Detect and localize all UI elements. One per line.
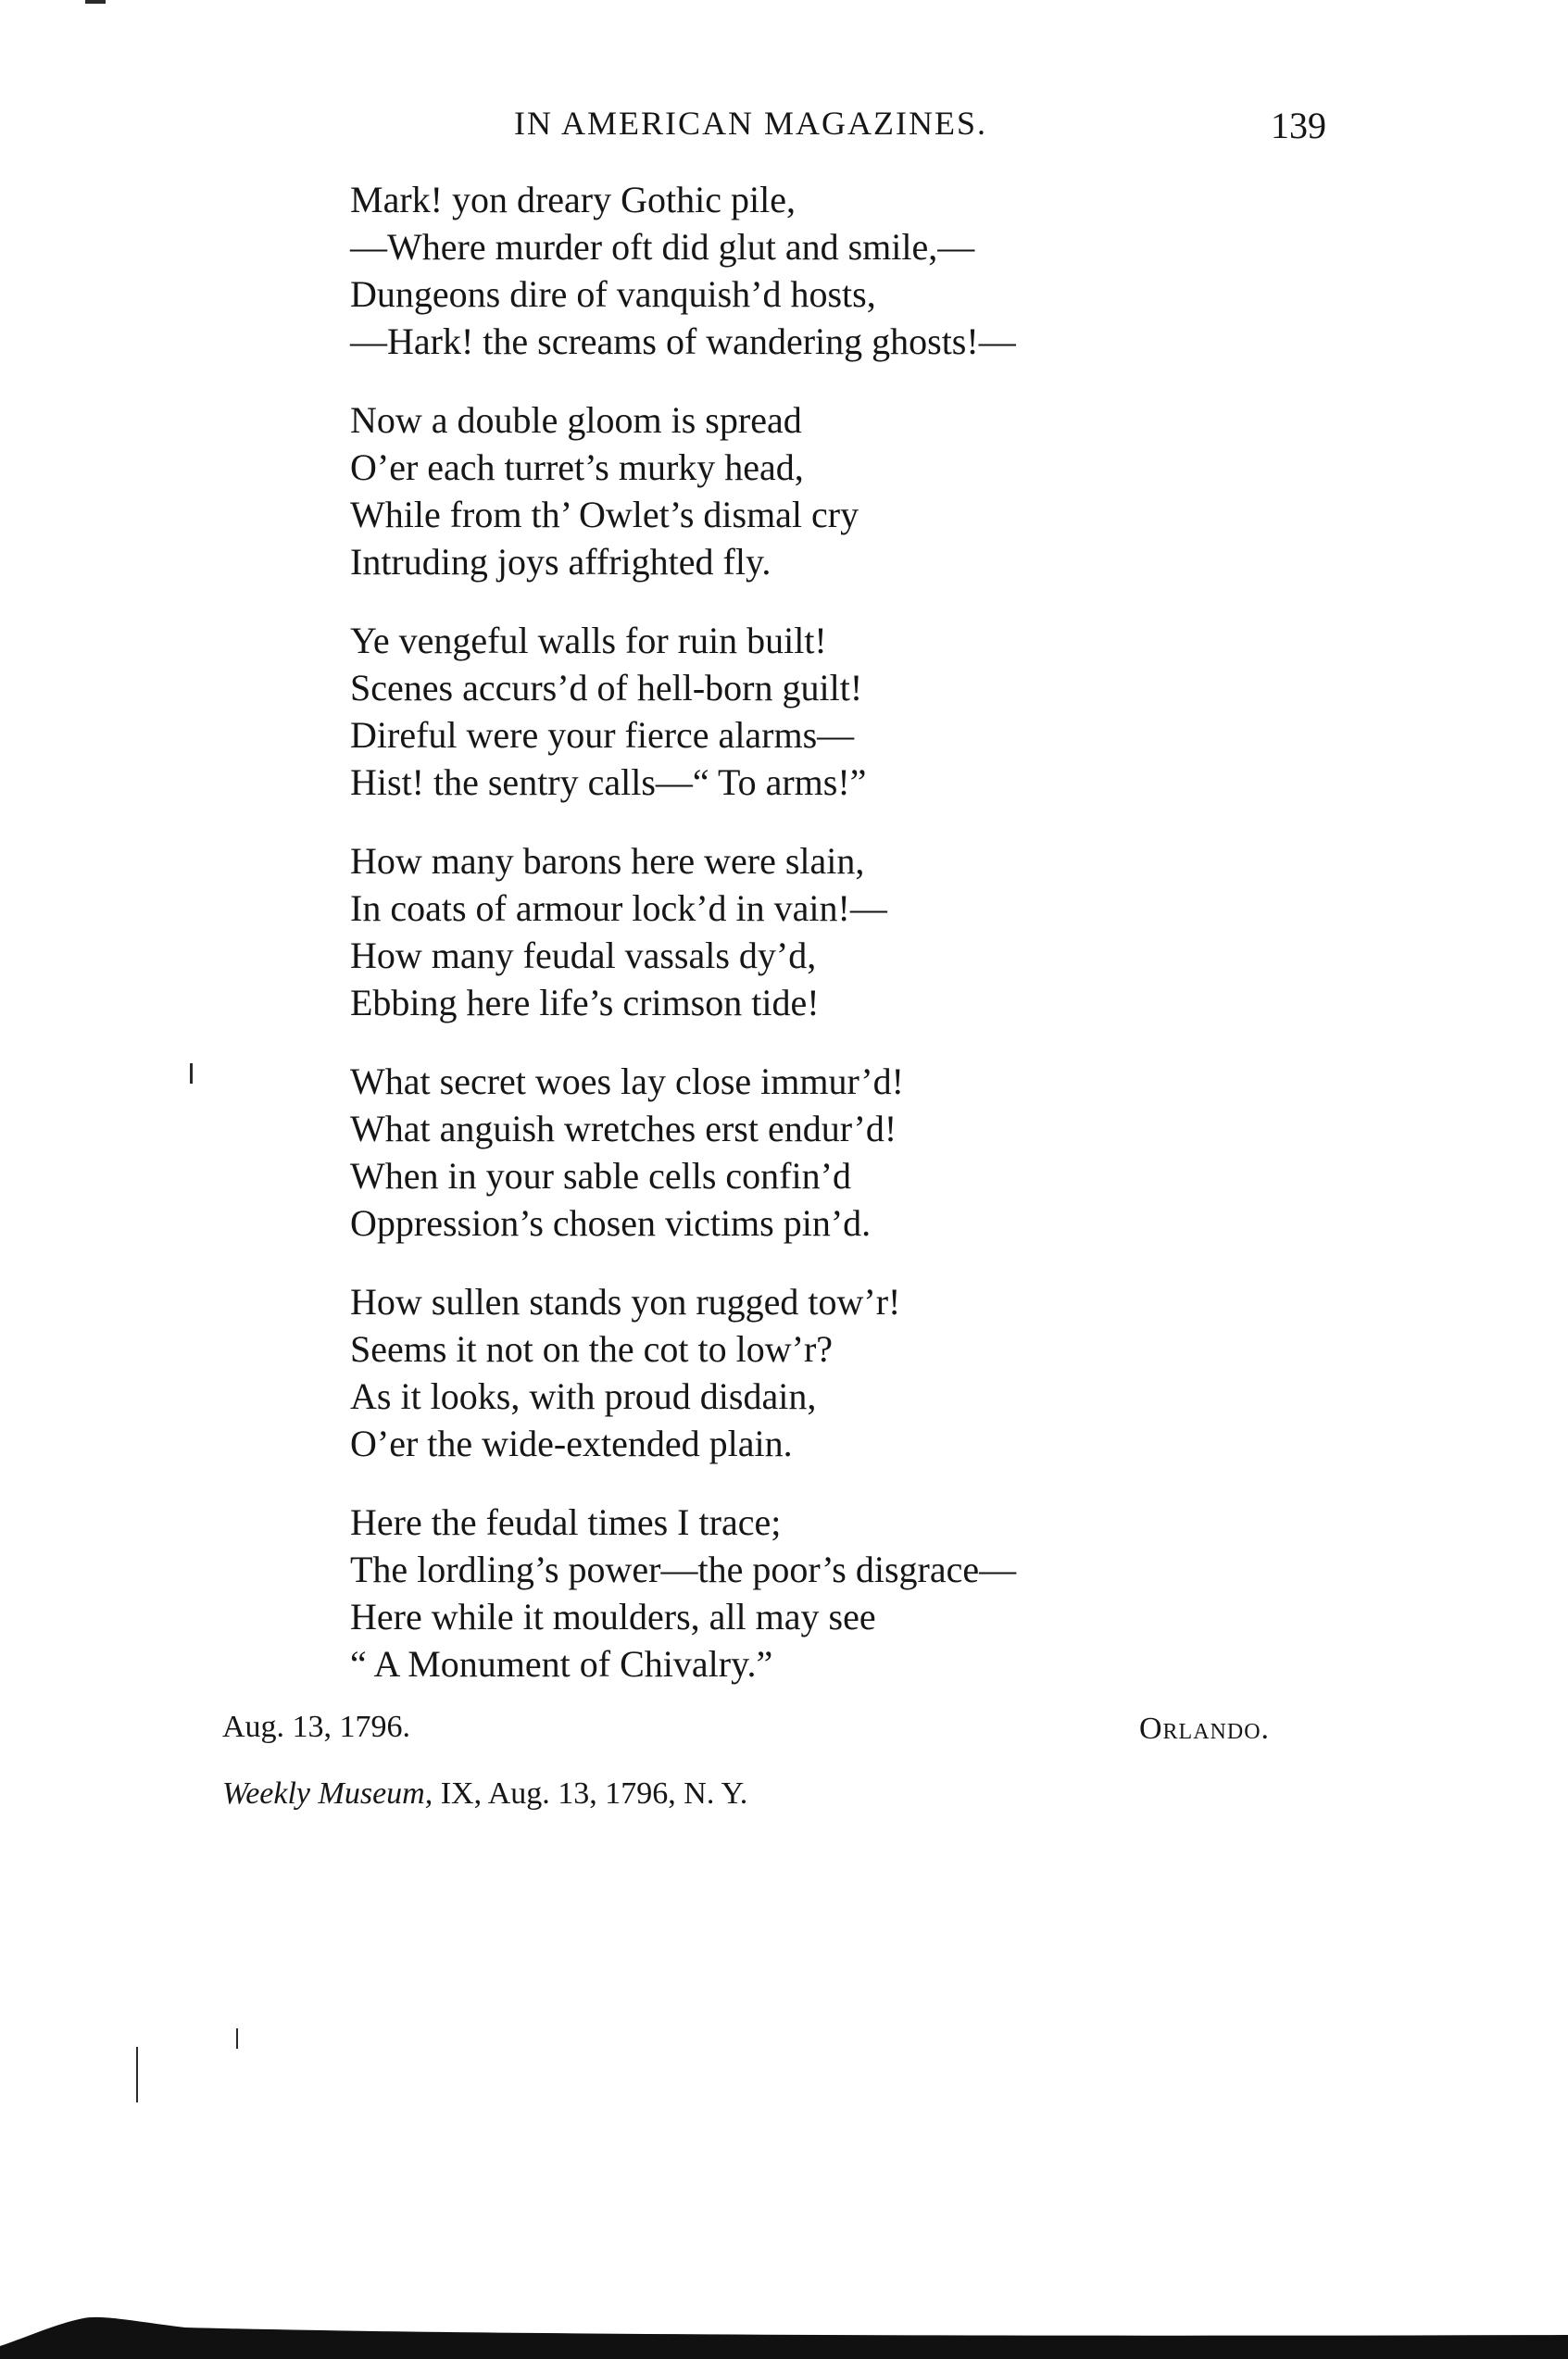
poem-line: How many barons here were slain, <box>350 840 865 882</box>
poem-line: Hist! the sentry calls—“ To arms!” <box>350 761 867 803</box>
poem-date: Aug. 13, 1796. <box>222 1710 411 1744</box>
poem-line: “ A Monument of Chivalry.” <box>350 1643 773 1685</box>
scan-mark <box>136 2047 138 2102</box>
poem-line: Ebbing here life’s crimson tide! <box>350 982 820 1023</box>
poem-line: How many feudal vassals dy’d, <box>350 935 817 976</box>
poem-line: As it looks, with proud disdain, <box>350 1375 817 1417</box>
poem <box>350 176 1276 1719</box>
poem-line: Oppression’s chosen victims pin’d. <box>350 1202 872 1244</box>
stanza <box>350 1499 1276 1688</box>
scan-mark <box>85 0 106 4</box>
poem-line: The lordling’s power—the poor’s disgrace— <box>350 1549 1017 1590</box>
running-head: IN AMERICAN MAGAZINES. <box>514 105 987 142</box>
poem-line: —Where murder oft did glut and smile,— <box>350 226 975 268</box>
poem-line: While from th’ Owlet’s dismal cry <box>350 494 859 535</box>
poem-line: Ye vengeful walls for ruin built! <box>350 620 827 661</box>
stanza <box>350 176 1276 365</box>
scan-mark <box>190 1063 193 1084</box>
page-number: 139 <box>1271 105 1326 146</box>
stanza <box>350 1058 1276 1247</box>
poem-line: O’er each turret’s murky head, <box>350 446 804 488</box>
poem-line: Intruding joys affrighted fly. <box>350 541 771 583</box>
poem-line: Seems it not on the cot to low’r? <box>350 1328 834 1370</box>
poem-line: O’er the wide-extended plain. <box>350 1423 793 1464</box>
stanza <box>350 837 1276 1026</box>
source-citation <box>222 1776 747 1812</box>
stanza <box>350 1278 1276 1467</box>
page-bottom-edge <box>0 2257 1568 2359</box>
poem-line: What anguish wretches erst endur’d! <box>350 1108 897 1149</box>
poem-line: Dungeons dire of vanquish’d hosts, <box>350 273 876 315</box>
poem-line: Mark! yon dreary Gothic pile, <box>350 179 796 220</box>
scan-mark <box>236 2028 238 2049</box>
author-signature <box>1139 1712 1270 1747</box>
poem-line: How sullen stands yon rugged tow’r! <box>350 1281 901 1323</box>
poem-line: Scenes accurs’d of hell-born guilt! <box>350 667 863 709</box>
poem-line: Here the feudal times I trace; <box>350 1501 782 1543</box>
source-title: Weekly Museum, <box>222 1776 433 1811</box>
stanza <box>350 617 1276 806</box>
poem-line: —Hark! the screams of wandering ghosts!— <box>350 320 1016 362</box>
poem-line: Here while it moulders, all may see <box>350 1596 876 1637</box>
poem-line: What secret woes lay close immur’d! <box>350 1060 904 1102</box>
signature-text: Orlando. <box>1139 1712 1271 1746</box>
stanza <box>350 396 1276 585</box>
poem-line: When in your sable cells confin’d <box>350 1155 851 1197</box>
poem-line: In coats of armour lock’d in vain!— <box>350 887 887 929</box>
source-details: IX, Aug. 13, 1796, N. Y. <box>433 1776 748 1811</box>
poem-line: Direful were your fierce alarms— <box>350 714 855 756</box>
poem-line: Now a double gloom is spread <box>350 399 802 441</box>
